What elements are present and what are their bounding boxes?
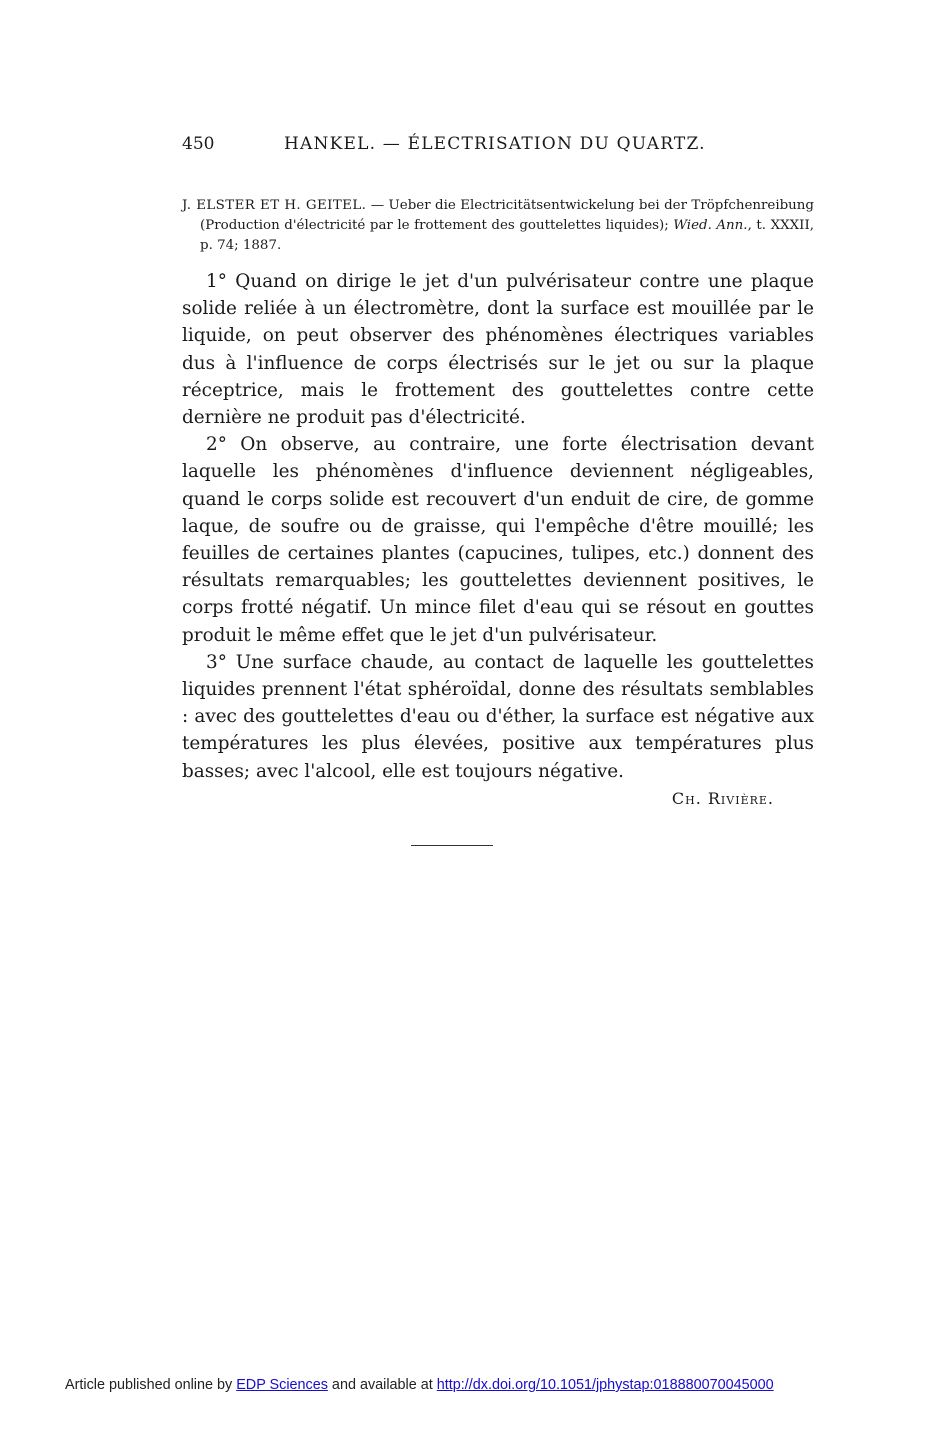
end-divider: [411, 845, 493, 846]
author-signature: Ch. Rivière.: [671, 788, 774, 808]
paragraph-2: 2° On observe, au contraire, une forte électrisation devant laquelle les phénomènes d'influence deviennent négligeables, quand le corps solide est recouvert d'un enduit de cire, de gomme laque, de soufre ou de graisse, qui l'empêche d'être mouillé; les feuilles de certaines plantes (capucines, tulipes, etc.) donnent des résultats remarquables; les gouttelettes deviennent positives, le corps frotté négatif. Un mince filet d'eau qui se résout en gouttes produit le même effet que le jet d'un pulvérisateur.: [182, 434, 814, 646]
reference-journal: Wied. Ann.: [673, 218, 748, 233]
publication-footer: [65, 1377, 774, 1393]
footer-prefix: Article published online by: [65, 1377, 237, 1393]
reference-citation: , t. XXXII, p. 74; 1887.: [200, 218, 814, 253]
reference-authors: J. ELSTER ET H. GEITEL.: [182, 198, 367, 213]
footer-middle: and available at: [327, 1377, 437, 1393]
paragraph-1: 1° Quand on dirige le jet d'un pulvérisateur contre une plaque solide reliée à un électromètre, dont la surface est mouillée par le liquide, on peut observer des phénomènes électriques variables dus à l'influence de corps électrisés sur le jet ou sur la plaque réceptrice, mais le frottement des gouttelettes contre cette dernière ne produit pas d'électricité.: [182, 271, 814, 429]
page-number: 450: [182, 134, 215, 154]
running-head: [182, 130, 814, 160]
doi-link[interactable]: http://dx.doi.org/10.1051/jphystap:018880070045000: [436, 1377, 774, 1393]
abstract-body: [182, 268, 814, 785]
bibliographic-reference: [182, 196, 814, 256]
running-title: HANKEL. — ÉLECTRISATION DU QUARTZ.: [284, 134, 706, 154]
paragraph-3: 3° Une surface chaude, au contact de laquelle les gouttelettes liquides prennent l'état sphéroïdal, donne des résultats semblables : avec des gouttelettes d'eau ou d'éther, la surface est négative aux températures les plus élevées, positive aux températures plus basses; avec l'alcool, elle est toujours négative.: [182, 651, 814, 782]
publisher-link[interactable]: EDP Sciences: [236, 1377, 328, 1393]
reference-title: — Ueber die Electricitätsentwickelung bei der Tröpfchenreibung (Production d'électricité par le frottement des gouttelettes liquides);: [200, 198, 814, 233]
article-page: [182, 130, 814, 846]
